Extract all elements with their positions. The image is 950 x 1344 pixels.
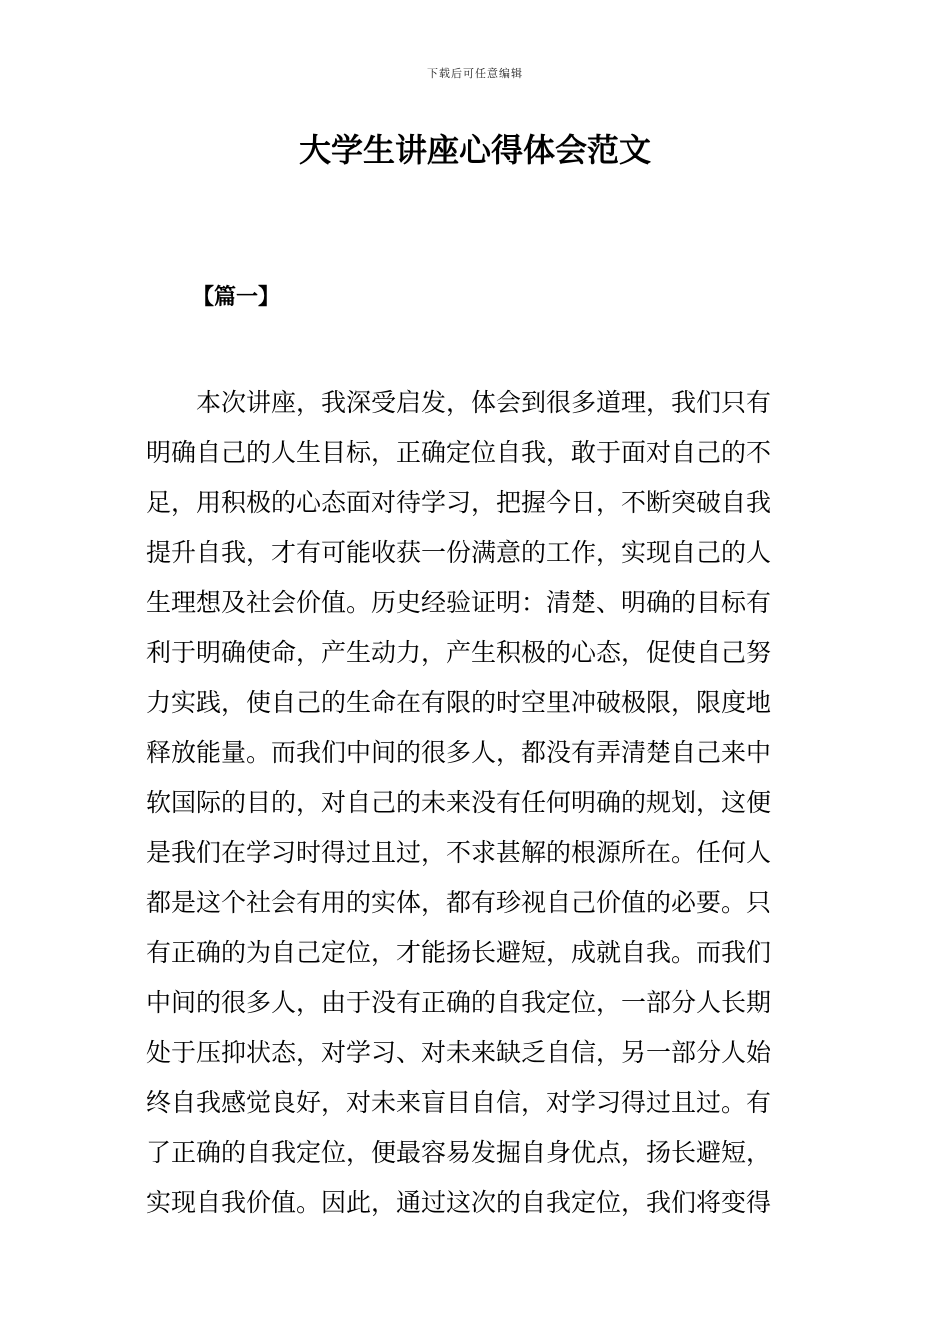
body-line: 处于压抑状态，对学习、对未来缺乏自信，另一部分人始 bbox=[146, 1038, 772, 1067]
body-paragraph bbox=[146, 378, 808, 1228]
body-line: 都是这个社会有用的实体，都有珍视自己价值的必要。只 bbox=[146, 888, 772, 917]
body-line: 本次讲座，我深受启发，体会到很多道理，我们只有 bbox=[146, 388, 772, 417]
body-line: 是我们在学习时得过且过，不求甚解的根源所在。任何人 bbox=[146, 838, 772, 867]
body-line: 足，用积极的心态面对待学习，把握今日，不断突破自我 bbox=[146, 488, 772, 517]
body-line: 利于明确使命，产生动力，产生积极的心态，促使自己努 bbox=[146, 638, 772, 667]
header-note: 下载后可任意编辑 bbox=[427, 67, 523, 80]
body-line: 中间的很多人，由于没有正确的自我定位，一部分人长期 bbox=[146, 988, 772, 1017]
document-title: 大学生讲座心得体会范文 bbox=[298, 131, 651, 169]
body-line: 有正确的为自己定位，才能扬长避短，成就自我。而我们 bbox=[146, 938, 772, 967]
body-line: 终自我感觉良好，对未来盲目自信，对学习得过且过。有 bbox=[146, 1088, 772, 1117]
body-line: 实现自我价值。因此，通过这次的自我定位，我们将变得 bbox=[146, 1188, 772, 1217]
body-line: 提升自我，才有可能收获一份满意的工作，实现自己的人 bbox=[146, 538, 772, 567]
body-line: 软国际的目的，对自己的未来没有任何明确的规划，这便 bbox=[146, 788, 772, 817]
section-label: 【篇一】 bbox=[192, 285, 281, 310]
body-line: 生理想及社会价值。历史经验证明：清楚、明确的目标有 bbox=[146, 588, 772, 617]
body-line: 明确自己的人生目标，正确定位自我，敢于面对自己的不 bbox=[146, 438, 772, 467]
body-line: 力实践，使自己的生命在有限的时空里冲破极限，限度地 bbox=[146, 688, 772, 717]
body-line: 了正确的自我定位，便最容易发掘自身优点，扬长避短， bbox=[146, 1138, 772, 1167]
body-line: 释放能量。而我们中间的很多人，都没有弄清楚自己来中 bbox=[146, 738, 772, 767]
